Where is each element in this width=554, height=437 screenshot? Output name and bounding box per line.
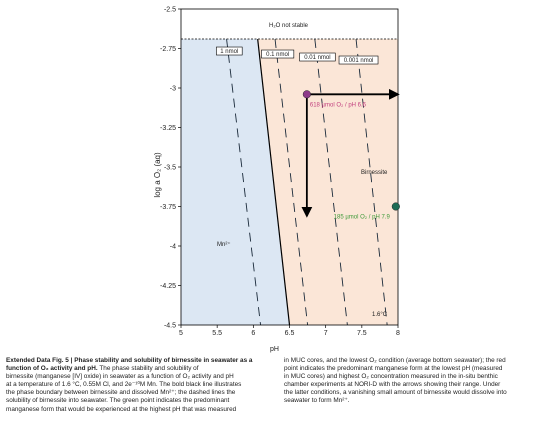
x-tick-label: 7 bbox=[323, 330, 328, 337]
y-tick-label: -2.75 bbox=[160, 46, 176, 53]
y-tick-label: -3.75 bbox=[160, 204, 176, 211]
x-tick-label: 6.5 bbox=[284, 330, 295, 337]
birnessite-region-label: Birnessite bbox=[361, 170, 388, 176]
caption-left-line: birnessite (manganese [IV] oxide) in seawater as a function of O₂ activity and pH bbox=[6, 373, 234, 381]
x-tick-label: 8 bbox=[396, 330, 400, 337]
caption-right-line: the latter conditions, a vanishing small amount of birnessite would dissolve into bbox=[284, 389, 507, 397]
low-ph-point bbox=[303, 91, 311, 99]
y-tick-label: -2.5 bbox=[163, 6, 176, 14]
caption-left-line: the phase boundary between birnessite and dissolved Mn²⁺; the dashed lines the bbox=[6, 389, 236, 397]
y-tick-label: -3 bbox=[169, 85, 176, 93]
x-tick-label: 6 bbox=[251, 330, 256, 337]
caption-title-text: Extended Data Fig. 5 | Phase stability and solubility of birnessite in seawater as a function of O₂ activity and pH. bbox=[6, 357, 253, 373]
x-axis-title: pH bbox=[270, 346, 279, 353]
high-ph-point-label: 185 µmol O₂ / pH 7.9 bbox=[333, 214, 390, 221]
caption-right-column bbox=[284, 357, 549, 406]
mn-region-label: Mn²⁺ bbox=[217, 242, 231, 248]
solubility-line-label: 0.01 nmol bbox=[304, 55, 331, 62]
caption-right-line: in MUC cores) and highest O₂ concentration measured in the in-situ benthic bbox=[284, 373, 498, 381]
temperature-label: 1.6°C bbox=[372, 312, 388, 318]
caption-left-line: solubility of birnessite into seawater. The green point indicates the predominant bbox=[6, 397, 230, 405]
y-tick-label: -4.25 bbox=[160, 283, 176, 290]
solubility-line-label: 1 nmol bbox=[220, 49, 239, 56]
high-ph-point bbox=[392, 203, 400, 211]
y-tick-label: -3.5 bbox=[163, 164, 176, 172]
y-tick-label: -4 bbox=[169, 243, 176, 251]
caption-right-line: chamber experiments at NORI-D with the arrows showing their range. Under bbox=[284, 381, 501, 389]
caption-first-rest: The phase stability and solubility of bbox=[99, 365, 199, 373]
caption-left-line: at a temperature of 1.6 °C, 0.55M Cl, and 2e⁻¹⁰M Mn. The bold black line illustrates bbox=[6, 381, 242, 389]
low-ph-point-label: 618 µmol O₂ / pH 6.6 bbox=[309, 102, 367, 109]
h2o-not-stable-label: H₂O not stable bbox=[269, 23, 309, 29]
caption-right-line: in MUC cores, and the lowest O₂ condition (average bottom seawater); the red bbox=[284, 357, 506, 364]
solubility-line-label: 0.001 nmol bbox=[343, 58, 374, 65]
y-tick-label: -3.25 bbox=[160, 125, 176, 132]
caption-left-column bbox=[6, 357, 276, 414]
x-tick-label: 7.5 bbox=[356, 330, 367, 337]
caption-title bbox=[6, 357, 276, 373]
x-tick-label: 5 bbox=[179, 330, 183, 337]
x-tick-label: 5.5 bbox=[212, 330, 223, 337]
caption-right-line: point indicates the predominant manganese form at the lowest pH (measured bbox=[284, 365, 503, 373]
caption-right-line: seawater to form Mn²⁺. bbox=[284, 397, 350, 405]
y-tick-label: -4.5 bbox=[163, 322, 176, 330]
y-axis-title: log a O₂ (aq) bbox=[153, 152, 162, 198]
solubility-line-label: 0.1 nmol bbox=[266, 52, 290, 59]
caption-left-line: manganese form that would be experienced at the highest pH that was measured bbox=[6, 405, 237, 413]
